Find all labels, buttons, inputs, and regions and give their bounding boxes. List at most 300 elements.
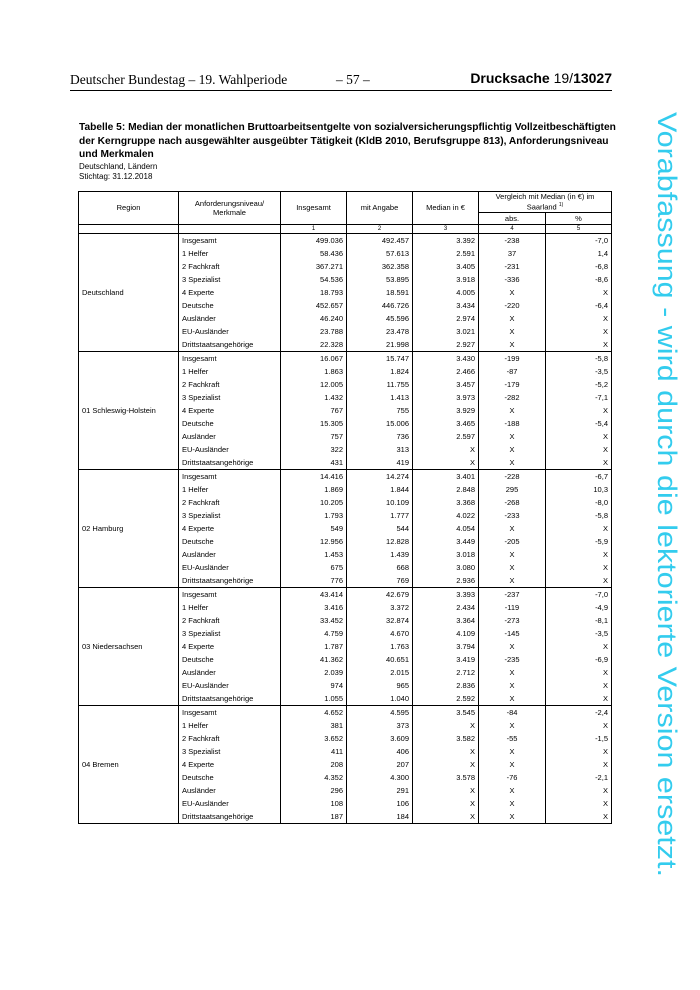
table-row — [79, 351, 612, 365]
cell-pct: -5,4 — [546, 417, 612, 430]
cell-median: 2.434 — [413, 601, 479, 614]
cell-median: 3.973 — [413, 391, 479, 404]
cell-median: 4.109 — [413, 627, 479, 640]
row-label: 2 Fachkraft — [179, 614, 281, 627]
cell-abs: X — [479, 574, 546, 588]
cell-pct: -7,0 — [546, 587, 612, 601]
cell-with-info: 106 — [347, 797, 413, 810]
cell-total: 1.432 — [281, 391, 347, 404]
cell-with-info: 313 — [347, 443, 413, 456]
cell-pct: X — [546, 338, 612, 352]
row-label: 2 Fachkraft — [179, 378, 281, 391]
cell-pct: X — [546, 666, 612, 679]
watermark-text: Vorabfassung - wird durch die lektorierte Version ersetzt. — [652, 112, 682, 789]
cell-median: 3.794 — [413, 640, 479, 653]
cell-total: 974 — [281, 679, 347, 692]
cell-with-info: 2.015 — [347, 666, 413, 679]
cell-total: 767 — [281, 404, 347, 417]
cell-abs: X — [479, 640, 546, 653]
cell-with-info: 1.844 — [347, 483, 413, 496]
cell-median: 3.419 — [413, 653, 479, 666]
cell-abs: X — [479, 784, 546, 797]
cell-total: 22.328 — [281, 338, 347, 352]
cell-total: 3.652 — [281, 732, 347, 745]
cell-median: 2.936 — [413, 574, 479, 588]
row-label: 4 Experte — [179, 758, 281, 771]
cell-median: X — [413, 758, 479, 771]
col-number: 5 — [546, 224, 612, 233]
cell-median: 2.466 — [413, 365, 479, 378]
cell-median: X — [413, 745, 479, 758]
header-doc-label: Drucksache — [470, 70, 550, 86]
cell-abs: X — [479, 810, 546, 824]
cell-abs: -231 — [479, 260, 546, 273]
cell-pct: X — [546, 810, 612, 824]
table-title: Tabelle 5: Median der monatlichen Bruttoarbeitsentgelte von sozialversicherungspflichtig Vollzeitbeschäftigten der Kerngruppe nach ausgewählter ausgeübter Tätigkeit (KldB 2010, Berufsgruppe 813), Anforderungsniveau und Merkmalen — [79, 122, 616, 160]
row-label: 3 Spezialist — [179, 273, 281, 286]
cell-with-info: 1.824 — [347, 365, 413, 378]
cell-abs: -55 — [479, 732, 546, 745]
cell-total: 1.453 — [281, 548, 347, 561]
row-label: 2 Fachkraft — [179, 260, 281, 273]
cell-median: 3.582 — [413, 732, 479, 745]
cell-pct: -5,8 — [546, 351, 612, 365]
cell-pct: -7,0 — [546, 233, 612, 247]
cell-total: 4.652 — [281, 705, 347, 719]
cell-abs: X — [479, 666, 546, 679]
cell-abs: -237 — [479, 587, 546, 601]
row-label: 1 Helfer — [179, 365, 281, 378]
row-label: 3 Spezialist — [179, 627, 281, 640]
row-label: Deutsche — [179, 771, 281, 784]
cell-pct: X — [546, 692, 612, 706]
cell-with-info: 40.651 — [347, 653, 413, 666]
cell-median: 3.465 — [413, 417, 479, 430]
cell-abs: -238 — [479, 233, 546, 247]
cell-pct: X — [546, 312, 612, 325]
cell-abs: X — [479, 404, 546, 417]
row-label: 2 Fachkraft — [179, 732, 281, 745]
cell-total: 2.039 — [281, 666, 347, 679]
cell-with-info: 373 — [347, 719, 413, 732]
cell-median: 3.021 — [413, 325, 479, 338]
col-header-with-info: mit Angabe — [347, 192, 413, 225]
row-label: 1 Helfer — [179, 247, 281, 260]
cell-total: 381 — [281, 719, 347, 732]
cell-pct: -6,4 — [546, 299, 612, 312]
cell-abs: X — [479, 797, 546, 810]
table-subtitle-date: Stichtag: 31.12.2018 — [79, 172, 153, 181]
cell-abs: X — [479, 430, 546, 443]
cell-with-info: 42.679 — [347, 587, 413, 601]
cell-total: 411 — [281, 745, 347, 758]
cell-total: 16.067 — [281, 351, 347, 365]
cell-pct: X — [546, 640, 612, 653]
cell-total: 675 — [281, 561, 347, 574]
cell-pct: X — [546, 522, 612, 535]
cell-median: X — [413, 456, 479, 470]
cell-total: 108 — [281, 797, 347, 810]
row-label: Ausländer — [179, 548, 281, 561]
cell-abs: -199 — [479, 351, 546, 365]
cell-pct: -3,5 — [546, 365, 612, 378]
cell-with-info: 769 — [347, 574, 413, 588]
cell-pct: -2,1 — [546, 771, 612, 784]
cell-with-info: 11.755 — [347, 378, 413, 391]
row-label: EU-Ausländer — [179, 443, 281, 456]
cell-median: X — [413, 443, 479, 456]
row-label: Ausländer — [179, 312, 281, 325]
cell-pct: X — [546, 443, 612, 456]
row-label: Ausländer — [179, 666, 281, 679]
cell-median: 4.022 — [413, 509, 479, 522]
cell-median: 3.545 — [413, 705, 479, 719]
cell-median: 3.449 — [413, 535, 479, 548]
cell-with-info: 21.998 — [347, 338, 413, 352]
row-label: Ausländer — [179, 784, 281, 797]
cell-with-info: 14.274 — [347, 469, 413, 483]
cell-median: 3.457 — [413, 378, 479, 391]
cell-total: 776 — [281, 574, 347, 588]
col-header-total: Insgesamt — [281, 192, 347, 225]
cell-with-info: 12.828 — [347, 535, 413, 548]
cell-median: 2.848 — [413, 483, 479, 496]
row-label: Deutsche — [179, 417, 281, 430]
cell-total: 367.271 — [281, 260, 347, 273]
row-label: 4 Experte — [179, 404, 281, 417]
cell-pct: -6,8 — [546, 260, 612, 273]
cell-pct: X — [546, 325, 612, 338]
cell-with-info: 291 — [347, 784, 413, 797]
cell-abs: -336 — [479, 273, 546, 286]
cell-median: 3.368 — [413, 496, 479, 509]
cell-with-info: 15.006 — [347, 417, 413, 430]
cell-pct: X — [546, 679, 612, 692]
cell-pct: X — [546, 797, 612, 810]
cell-with-info: 53.895 — [347, 273, 413, 286]
row-label: 1 Helfer — [179, 601, 281, 614]
cell-with-info: 4.595 — [347, 705, 413, 719]
cell-with-info: 419 — [347, 456, 413, 470]
cell-total: 452.657 — [281, 299, 347, 312]
col-number-empty — [79, 224, 179, 233]
row-label: 1 Helfer — [179, 719, 281, 732]
cell-pct: X — [546, 758, 612, 771]
cell-total: 12.956 — [281, 535, 347, 548]
cell-with-info: 3.372 — [347, 601, 413, 614]
region-cell: 03 Niedersachsen — [79, 587, 179, 705]
cell-total: 296 — [281, 784, 347, 797]
cell-abs: -87 — [479, 365, 546, 378]
cell-total: 187 — [281, 810, 347, 824]
cell-total: 3.416 — [281, 601, 347, 614]
col-header-abs: abs. — [479, 212, 546, 224]
cell-with-info: 755 — [347, 404, 413, 417]
cell-pct: -2,4 — [546, 705, 612, 719]
cell-with-info: 45.596 — [347, 312, 413, 325]
cell-total: 1.055 — [281, 692, 347, 706]
cell-total: 23.788 — [281, 325, 347, 338]
cell-with-info: 362.358 — [347, 260, 413, 273]
col-header-level: Anforderungsniveau/ Merkmale — [179, 192, 281, 225]
cell-with-info: 207 — [347, 758, 413, 771]
cell-pct: -8,6 — [546, 273, 612, 286]
row-label: 3 Spezialist — [179, 745, 281, 758]
cell-pct: -5,8 — [546, 509, 612, 522]
table-body — [79, 233, 612, 823]
cell-abs: -228 — [479, 469, 546, 483]
col-number-empty — [179, 224, 281, 233]
col-header-comparison — [479, 192, 612, 213]
cell-with-info: 184 — [347, 810, 413, 824]
cell-abs: -235 — [479, 653, 546, 666]
row-label: EU-Ausländer — [179, 797, 281, 810]
cell-with-info: 1.040 — [347, 692, 413, 706]
row-label: EU-Ausländer — [179, 325, 281, 338]
cell-abs: X — [479, 745, 546, 758]
cell-abs: 295 — [479, 483, 546, 496]
region-cell: Deutschland — [79, 233, 179, 351]
cell-abs: -205 — [479, 535, 546, 548]
row-label: Drittstaatsangehörige — [179, 810, 281, 824]
region-cell: 01 Schleswig-Holstein — [79, 351, 179, 469]
cell-with-info: 668 — [347, 561, 413, 574]
cell-with-info: 1.413 — [347, 391, 413, 404]
cell-abs: X — [479, 325, 546, 338]
cell-with-info: 15.747 — [347, 351, 413, 365]
row-label: Insgesamt — [179, 351, 281, 365]
header-publication: Deutscher Bundestag – 19. Wahlperiode — [70, 72, 288, 87]
cell-with-info: 10.109 — [347, 496, 413, 509]
cell-total: 4.352 — [281, 771, 347, 784]
cell-abs: 37 — [479, 247, 546, 260]
cell-pct: -8,1 — [546, 614, 612, 627]
cell-with-info: 1.763 — [347, 640, 413, 653]
row-label: Drittstaatsangehörige — [179, 338, 281, 352]
row-label: Drittstaatsangehörige — [179, 574, 281, 588]
cell-total: 499.036 — [281, 233, 347, 247]
table-subtitle-scope: Deutschland, Ländern — [79, 162, 158, 171]
cell-with-info: 18.591 — [347, 286, 413, 299]
cell-pct: X — [546, 745, 612, 758]
table-row — [79, 233, 612, 247]
row-label: EU-Ausländer — [179, 679, 281, 692]
cell-pct: -6,9 — [546, 653, 612, 666]
cell-median: X — [413, 797, 479, 810]
cell-abs: -145 — [479, 627, 546, 640]
cell-median: 3.393 — [413, 587, 479, 601]
header-doc-number-plain: 19/ — [553, 70, 574, 86]
col-number: 3 — [413, 224, 479, 233]
row-label: 4 Experte — [179, 640, 281, 653]
cell-pct: X — [546, 784, 612, 797]
cell-abs: X — [479, 443, 546, 456]
cell-median: X — [413, 784, 479, 797]
cell-abs: X — [479, 338, 546, 352]
cell-with-info: 1.439 — [347, 548, 413, 561]
cell-pct: X — [546, 561, 612, 574]
cell-median: 3.578 — [413, 771, 479, 784]
row-label: 3 Spezialist — [179, 509, 281, 522]
cell-median: 2.836 — [413, 679, 479, 692]
cell-with-info: 406 — [347, 745, 413, 758]
cell-pct: -5,2 — [546, 378, 612, 391]
cell-median: 3.430 — [413, 351, 479, 365]
cell-abs: -268 — [479, 496, 546, 509]
cell-abs: -76 — [479, 771, 546, 784]
cell-total: 322 — [281, 443, 347, 456]
cell-with-info: 57.613 — [347, 247, 413, 260]
cell-pct: X — [546, 719, 612, 732]
cell-median: X — [413, 719, 479, 732]
row-label: Deutsche — [179, 535, 281, 548]
cell-abs: X — [479, 692, 546, 706]
cell-total: 1.793 — [281, 509, 347, 522]
cell-total: 4.759 — [281, 627, 347, 640]
cell-with-info: 736 — [347, 430, 413, 443]
cell-total: 208 — [281, 758, 347, 771]
cell-abs: X — [479, 312, 546, 325]
row-label: Deutsche — [179, 299, 281, 312]
cell-median: 3.018 — [413, 548, 479, 561]
cell-with-info: 1.777 — [347, 509, 413, 522]
cell-median: 4.005 — [413, 286, 479, 299]
cell-abs: -188 — [479, 417, 546, 430]
col-number: 1 — [281, 224, 347, 233]
col-header-comparison-text: Vergleich mit Median (in €) im Saarland — [495, 192, 595, 212]
region-cell: 02 Hamburg — [79, 469, 179, 587]
cell-median: 2.591 — [413, 247, 479, 260]
cell-median: 3.929 — [413, 404, 479, 417]
row-label: 2 Fachkraft — [179, 496, 281, 509]
region-cell: 04 Bremen — [79, 705, 179, 823]
cell-total: 1.787 — [281, 640, 347, 653]
cell-total: 58.436 — [281, 247, 347, 260]
cell-abs: X — [479, 456, 546, 470]
cell-total: 14.416 — [281, 469, 347, 483]
cell-abs: -179 — [479, 378, 546, 391]
cell-with-info: 23.478 — [347, 325, 413, 338]
cell-with-info: 446.726 — [347, 299, 413, 312]
cell-abs: X — [479, 758, 546, 771]
cell-pct: -4,9 — [546, 601, 612, 614]
cell-pct: X — [546, 430, 612, 443]
col-header-pct: % — [546, 212, 612, 224]
cell-total: 43.414 — [281, 587, 347, 601]
cell-median: 3.392 — [413, 233, 479, 247]
cell-median: 3.401 — [413, 469, 479, 483]
cell-with-info: 4.300 — [347, 771, 413, 784]
cell-total: 46.240 — [281, 312, 347, 325]
cell-abs: -119 — [479, 601, 546, 614]
col-header-region: Region — [79, 192, 179, 225]
cell-abs: -273 — [479, 614, 546, 627]
cell-median: 3.405 — [413, 260, 479, 273]
cell-pct: X — [546, 574, 612, 588]
row-label: Insgesamt — [179, 233, 281, 247]
table-row — [79, 587, 612, 601]
cell-with-info: 965 — [347, 679, 413, 692]
cell-median: X — [413, 810, 479, 824]
cell-with-info: 4.670 — [347, 627, 413, 640]
col-number: 2 — [347, 224, 413, 233]
cell-abs: X — [479, 522, 546, 535]
row-label: EU-Ausländer — [179, 561, 281, 574]
cell-pct: 10,3 — [546, 483, 612, 496]
cell-median: 2.927 — [413, 338, 479, 352]
cell-pct: X — [546, 548, 612, 561]
cell-total: 33.452 — [281, 614, 347, 627]
cell-total: 1.863 — [281, 365, 347, 378]
row-label: 4 Experte — [179, 522, 281, 535]
cell-median: 3.080 — [413, 561, 479, 574]
col-header-median: Median in € — [413, 192, 479, 225]
cell-pct: -8,0 — [546, 496, 612, 509]
cell-pct: -5,9 — [546, 535, 612, 548]
cell-total: 15.305 — [281, 417, 347, 430]
cell-pct: -6,7 — [546, 469, 612, 483]
cell-median: 3.434 — [413, 299, 479, 312]
cell-total: 1.869 — [281, 483, 347, 496]
cell-total: 12.005 — [281, 378, 347, 391]
cell-abs: X — [479, 561, 546, 574]
cell-pct: X — [546, 286, 612, 299]
cell-median: 2.597 — [413, 430, 479, 443]
row-label: Insgesamt — [179, 587, 281, 601]
header-page-number: – 57 – — [336, 72, 370, 87]
cell-median: 2.592 — [413, 692, 479, 706]
row-label: Drittstaatsangehörige — [179, 692, 281, 706]
cell-abs: X — [479, 719, 546, 732]
cell-abs: -282 — [479, 391, 546, 404]
cell-pct: -3,5 — [546, 627, 612, 640]
page-header — [70, 70, 612, 91]
cell-total: 10.205 — [281, 496, 347, 509]
cell-median: 3.364 — [413, 614, 479, 627]
cell-median: 2.974 — [413, 312, 479, 325]
cell-total: 431 — [281, 456, 347, 470]
cell-pct: X — [546, 456, 612, 470]
cell-abs: -233 — [479, 509, 546, 522]
cell-with-info: 3.609 — [347, 732, 413, 745]
cell-total: 549 — [281, 522, 347, 535]
table-row — [79, 705, 612, 719]
cell-median: 4.054 — [413, 522, 479, 535]
row-label: Insgesamt — [179, 469, 281, 483]
cell-abs: X — [479, 548, 546, 561]
cell-total: 18.793 — [281, 286, 347, 299]
cell-abs: X — [479, 679, 546, 692]
salary-table — [78, 191, 612, 824]
cell-pct: -1,5 — [546, 732, 612, 745]
row-label: Deutsche — [179, 653, 281, 666]
cell-pct: X — [546, 404, 612, 417]
row-label: 1 Helfer — [179, 483, 281, 496]
cell-with-info: 544 — [347, 522, 413, 535]
cell-abs: -220 — [479, 299, 546, 312]
cell-abs: -84 — [479, 705, 546, 719]
cell-pct: 1,4 — [546, 247, 612, 260]
row-label: Insgesamt — [179, 705, 281, 719]
draft-watermark — [652, 112, 682, 882]
cell-with-info: 32.874 — [347, 614, 413, 627]
row-label: 3 Spezialist — [179, 391, 281, 404]
header-document-number — [470, 70, 612, 86]
col-header-comparison-note: 1) — [558, 202, 564, 208]
cell-median: 3.918 — [413, 273, 479, 286]
cell-abs: X — [479, 286, 546, 299]
col-number: 4 — [479, 224, 546, 233]
